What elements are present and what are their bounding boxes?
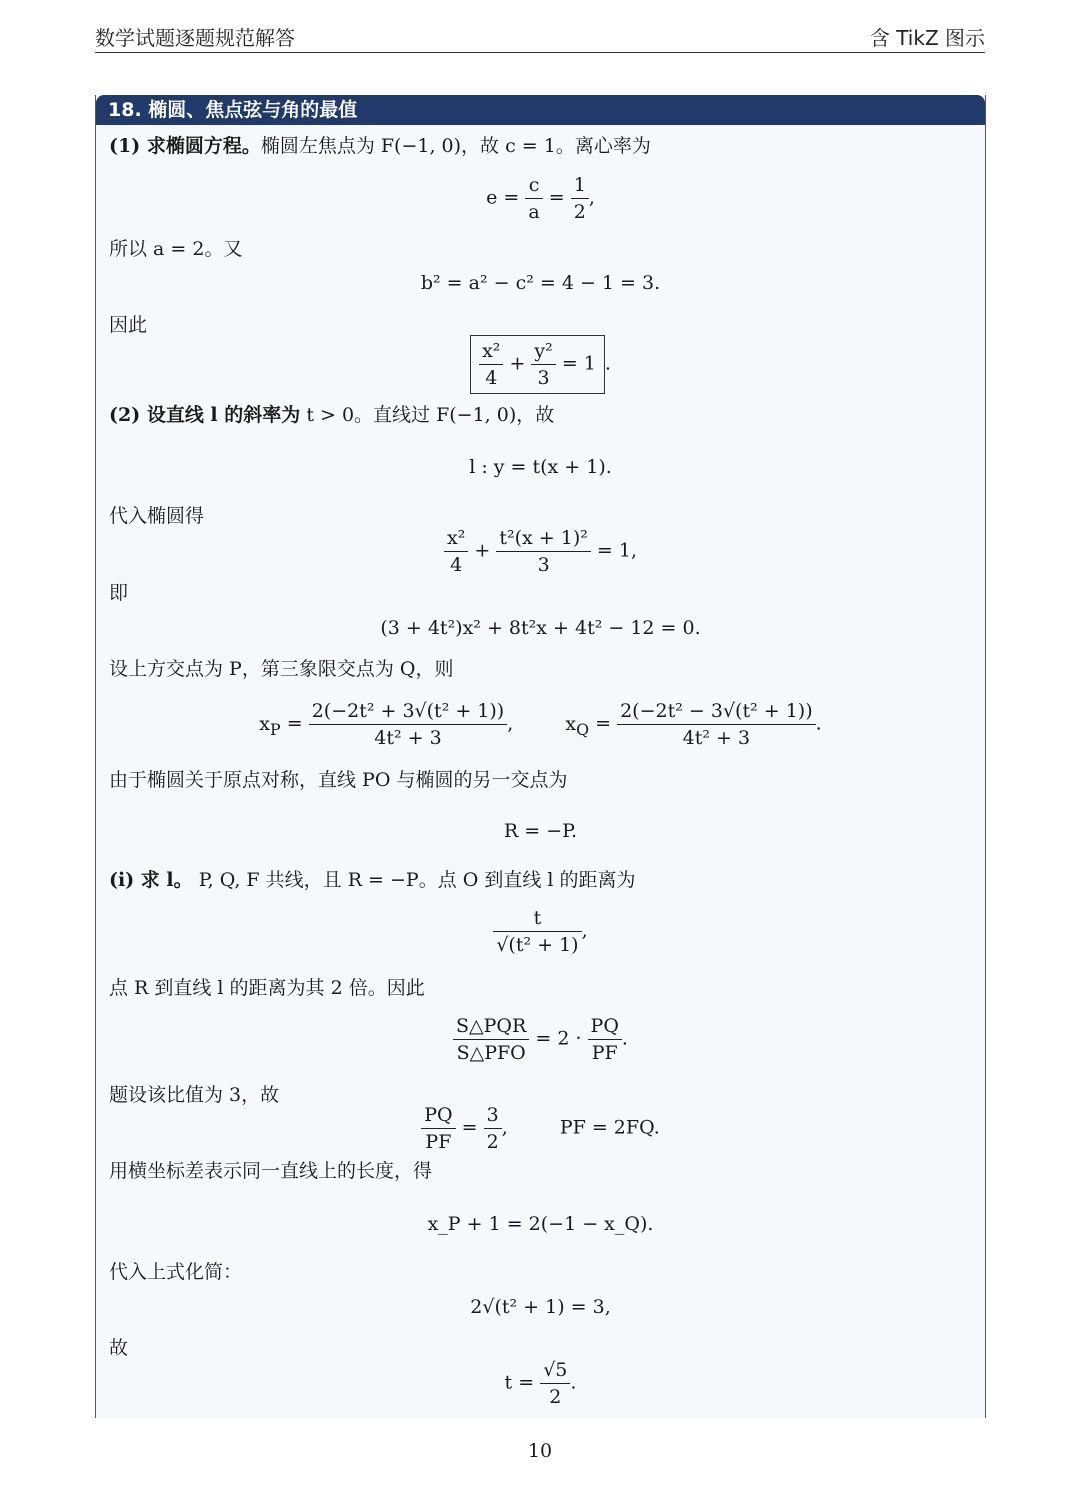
eq-b-squared [96,270,985,296]
line-hence: 故 [109,1337,129,1359]
eq7b-end: . [815,712,822,735]
frac-num: 2(−2t² − 3√(t² + 1)) [617,698,816,725]
line-ratio-three: 题设该比值为 3，故 [109,1084,280,1106]
frac-one-half [571,172,589,225]
eq10-end: . [621,1027,628,1050]
eq1-mid: = [548,186,565,209]
frac-num: PQ [421,1102,455,1129]
eq14-lhs: t = [504,1371,535,1394]
part-i-text: P, Q, F 共线，且 R = −P。点 O 到直线 l 的距离为 [198,869,636,891]
eq13-text: 2√(t² + 1) = 3, [470,1296,611,1318]
eq1-lhs: e = [486,186,520,209]
eq-pq-ratio [96,1102,985,1155]
eq7a-end: , [507,712,514,735]
eq-substituted [96,525,985,578]
frac-c-a [525,172,542,225]
frac-num: t²(x + 1)² [496,525,591,552]
line-a-value: 所以 a = 2。又 [109,238,243,260]
line-define-pq: 设上方交点为 P，第三象限交点为 Q，则 [109,658,454,680]
eq-sign: = [595,712,612,735]
frac-sqrt5-2 [540,1357,570,1410]
line-simplify: 代入上式化简： [109,1261,243,1283]
eq-abscissa [96,1211,985,1237]
plus-sign: + [474,539,491,562]
xp-sub: P [270,719,281,739]
frac-num: 3 [484,1102,502,1129]
eq12-text: x_P + 1 = 2(−1 − x_Q). [427,1213,654,1235]
frac-num: y² [531,338,555,365]
line-double-distance: 点 R 到直线 l 的距离为其 2 倍。因此 [109,977,425,999]
boxed-answer [470,335,605,394]
part2-text: t > 0。直线过 F(−1, 0)，故 [306,404,555,426]
frac-pq-pf [588,1013,622,1066]
eq-distance [96,905,985,958]
frac-num: x² [444,525,468,552]
line-therefore: 因此 [109,314,148,336]
line-ie: 即 [109,582,129,604]
frac-area [453,1013,529,1066]
eq-r [96,818,985,844]
frac-num: 1 [571,172,589,199]
page-number: 10 [527,1440,553,1462]
frac-num: 2(−2t² + 3√(t² + 1)) [309,698,508,725]
eq-sign: = [286,712,303,735]
frac-den: PF [425,1131,452,1153]
page-header [95,20,985,53]
plus-sign: + [509,352,526,375]
eq10-mid: = 2 · [535,1027,582,1050]
part1-label: (1) 求椭圆方程。 [109,135,261,157]
frac-den: 2 [486,1131,499,1153]
frac-den: 4 [450,554,463,576]
frac-num: S△PQR [453,1013,529,1040]
frac-num: c [525,172,542,199]
eq-t-value [96,1357,985,1410]
line-symmetry: 由于椭圆关于原点对称，直线 PO 与椭圆的另一交点为 [109,769,568,791]
eq5-rhs: = 1, [596,539,637,562]
frac-pq-pf-2 [421,1102,455,1155]
eq3-end: . [604,352,611,375]
xq-sub: Q [576,719,590,739]
part1-line [109,133,651,159]
part1-text: 椭圆左焦点为 F(−1, 0)，故 c = 1。离心率为 [260,135,651,157]
solution-box [95,95,986,1418]
frac-num: t [493,905,581,932]
eq8-text: R = −P. [503,820,578,842]
eq9-end: , [581,919,588,942]
section-title: 18. 椭圆、焦点弦与角的最值 [96,95,985,125]
frac-num: PQ [588,1013,622,1040]
frac-x2-4 [479,338,503,391]
header-title: 数学试题逐题规范解答 [95,26,295,50]
xp-var: x [259,712,271,735]
frac-y2-3 [531,338,555,391]
eq2-text: b² = a² − c² = 4 − 1 = 3. [420,272,661,294]
frac-xp [309,698,508,751]
line-substitute: 代入椭圆得 [109,505,205,527]
part2-line [109,402,554,428]
frac-den: √(t² + 1) [496,934,579,956]
frac-den: 4t² + 3 [682,727,751,749]
eq1-end: , [588,186,595,209]
xq-var: x [565,712,577,735]
frac-den: 4t² + 3 [374,727,442,749]
frac-three-halves [484,1102,502,1155]
eq14-end: . [570,1371,577,1394]
eq4-text: l : y = t(x + 1). [469,456,612,478]
frac-t2x [496,525,591,578]
eq-sqrt [96,1294,985,1320]
frac-num: x² [479,338,503,365]
frac-den: 2 [549,1386,562,1408]
frac-den: PF [591,1042,618,1064]
header-subtitle: 含 TikZ 图示 [869,26,985,50]
eq3-rhs: = 1 [561,352,596,375]
part-i-line [109,867,636,893]
eq-roots [96,698,985,751]
part-i-label: (i) 求 l。 [109,869,193,891]
xq-label [565,712,590,739]
eq-eccentricity [96,172,985,225]
frac-num: √5 [540,1357,570,1384]
frac-den: a [528,201,540,223]
frac-den: 2 [573,201,586,223]
frac-xq [617,698,816,751]
part2-label: (2) 设直线 l 的斜率为 [109,404,301,426]
eq-line-l [96,454,985,480]
eq-quadratic [96,615,985,641]
frac-den: 3 [537,367,550,389]
frac-distance [493,905,581,958]
eq-area-ratio [96,1013,985,1066]
eq11-mid: = [461,1116,478,1139]
frac-den: 4 [485,367,498,389]
eq11-end: , [501,1116,508,1139]
line-abscissa: 用横坐标差表示同一直线上的长度，得 [109,1160,433,1182]
frac-den: S△PFO [456,1042,526,1064]
frac-den: 3 [537,554,550,576]
eq11-right: PF = 2FQ. [559,1116,660,1139]
eq6-text: (3 + 4t²)x² + 8t²x + 4t² − 12 = 0. [380,617,701,639]
frac-x2-4b [444,525,468,578]
eq-ellipse [96,335,985,394]
xp-label [259,712,281,739]
